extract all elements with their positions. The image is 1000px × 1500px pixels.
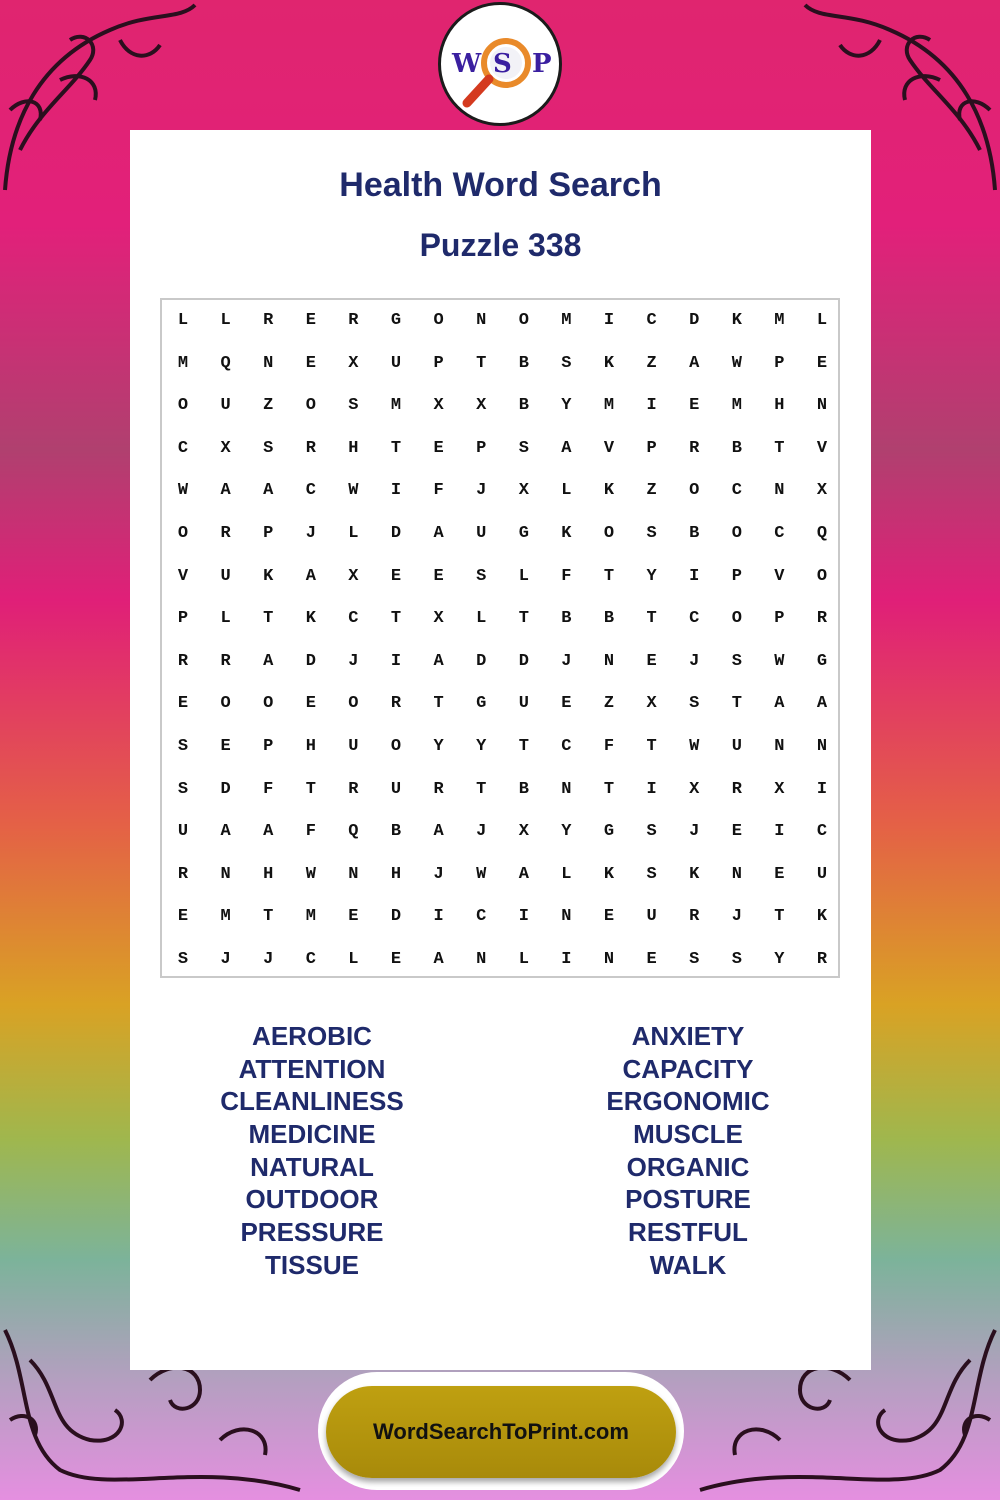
grid-letter[interactable]: E bbox=[177, 907, 189, 927]
grid-letter[interactable]: A bbox=[561, 438, 572, 458]
grid-letter[interactable]: I bbox=[646, 779, 657, 799]
grid-letter[interactable]: T bbox=[646, 737, 657, 756]
grid-letter[interactable]: N bbox=[603, 950, 615, 969]
grid-letter[interactable]: D bbox=[305, 651, 316, 671]
grid-letter[interactable]: A bbox=[433, 524, 444, 543]
grid-letter[interactable]: E bbox=[433, 438, 444, 458]
grid-letter[interactable]: X bbox=[220, 438, 231, 458]
grid-letter[interactable]: N bbox=[774, 481, 785, 501]
grid-letter[interactable]: W bbox=[731, 353, 742, 373]
word-list-item: MEDICINE bbox=[248, 1119, 376, 1150]
grid-letter[interactable]: X bbox=[433, 609, 444, 629]
grid-letter[interactable]: O bbox=[220, 694, 231, 714]
grid-letter[interactable]: W bbox=[348, 481, 359, 501]
grid-letter[interactable]: U bbox=[177, 822, 189, 842]
grid-letter[interactable]: E bbox=[220, 737, 231, 756]
grid-letter[interactable]: P bbox=[774, 609, 785, 629]
grid-letter[interactable]: R bbox=[816, 609, 828, 629]
grid-letter[interactable]: R bbox=[433, 779, 444, 799]
grid-letter[interactable]: X bbox=[348, 566, 359, 586]
grid-letter[interactable]: M bbox=[603, 396, 615, 416]
grid-letter[interactable]: P bbox=[433, 353, 444, 373]
grid-letter[interactable]: Q bbox=[220, 353, 231, 373]
grid-letter[interactable]: L bbox=[348, 950, 359, 969]
grid-letter[interactable]: Z bbox=[263, 396, 274, 416]
page-title: Health Word Search bbox=[339, 166, 662, 204]
grid-letter[interactable]: W bbox=[689, 737, 700, 756]
grid-letter[interactable]: N bbox=[603, 651, 615, 671]
grid-letter[interactable]: E bbox=[646, 950, 657, 969]
grid-letter[interactable]: P bbox=[263, 524, 274, 543]
grid-letter[interactable]: S bbox=[689, 694, 700, 714]
grid-letter[interactable]: T bbox=[518, 609, 529, 629]
grid-letter[interactable]: N bbox=[561, 907, 572, 927]
grid-letter[interactable]: Y bbox=[433, 737, 444, 756]
grid-letter[interactable]: S bbox=[177, 737, 189, 756]
grid-letter[interactable]: U bbox=[646, 907, 657, 927]
grid-letter[interactable]: T bbox=[731, 694, 742, 714]
grid-letter[interactable]: G bbox=[816, 651, 828, 671]
grid-letter[interactable]: X bbox=[816, 481, 828, 501]
grid-letter[interactable]: D bbox=[689, 311, 700, 330]
grid-letter[interactable]: T bbox=[390, 609, 402, 629]
grid-letter[interactable]: S bbox=[263, 438, 274, 458]
grid-letter[interactable]: L bbox=[177, 311, 189, 330]
grid-letter[interactable]: R bbox=[177, 864, 189, 884]
grid-letter[interactable]: N bbox=[816, 737, 828, 756]
word-list-item: CAPACITY bbox=[622, 1053, 754, 1084]
grid-letter[interactable]: P bbox=[646, 438, 657, 458]
grid-letter[interactable]: C bbox=[305, 481, 316, 501]
word-list-item: AEROBIC bbox=[252, 1021, 372, 1051]
grid-letter[interactable]: T bbox=[476, 353, 487, 373]
grid-letter[interactable]: X bbox=[518, 822, 529, 842]
grid-letter[interactable]: Y bbox=[561, 396, 572, 416]
grid-letter[interactable]: R bbox=[689, 907, 700, 927]
puzzle-number: Puzzle 338 bbox=[419, 227, 582, 263]
grid-letter[interactable]: R bbox=[348, 311, 359, 330]
grid-letter[interactable]: L bbox=[561, 481, 572, 501]
grid-letter[interactable]: A bbox=[816, 694, 828, 714]
grid-letter[interactable]: D bbox=[518, 651, 529, 671]
grid-letter[interactable]: E bbox=[561, 694, 572, 714]
grid-letter[interactable]: A bbox=[433, 950, 444, 969]
grid-letter[interactable]: N bbox=[774, 737, 785, 756]
grid-letter[interactable]: O bbox=[518, 311, 529, 330]
grid-letter[interactable]: S bbox=[646, 822, 657, 842]
grid-letter[interactable]: T bbox=[774, 907, 785, 927]
grid-letter[interactable]: M bbox=[305, 907, 316, 927]
grid-letter[interactable]: H bbox=[348, 438, 359, 458]
grid-letter[interactable]: E bbox=[433, 566, 444, 586]
grid-letter[interactable]: J bbox=[263, 950, 274, 969]
grid-letter[interactable]: R bbox=[305, 438, 316, 458]
grid-letter[interactable]: B bbox=[518, 396, 529, 416]
grid-letter[interactable]: J bbox=[305, 524, 316, 543]
grid-letter[interactable]: J bbox=[220, 950, 231, 969]
grid-letter[interactable]: E bbox=[816, 353, 828, 373]
grid-letter[interactable]: I bbox=[518, 907, 529, 927]
grid-letter[interactable]: B bbox=[561, 609, 572, 629]
grid-letter[interactable]: Z bbox=[646, 481, 657, 501]
grid-letter[interactable]: I bbox=[561, 950, 572, 969]
grid-letter[interactable]: G bbox=[603, 822, 615, 842]
word-list-item: NATURAL bbox=[250, 1151, 374, 1182]
grid-letter[interactable]: E bbox=[348, 907, 359, 927]
grid-letter[interactable]: X bbox=[646, 694, 657, 714]
logo-letter-s: S bbox=[493, 49, 512, 79]
grid-letter[interactable]: F bbox=[305, 822, 316, 842]
grid-letter[interactable]: Y bbox=[646, 566, 657, 586]
grid-letter[interactable]: N bbox=[476, 311, 487, 330]
grid-letter[interactable]: O bbox=[603, 524, 615, 543]
grid-letter[interactable]: S bbox=[561, 353, 572, 373]
grid-letter[interactable]: X bbox=[518, 481, 529, 501]
grid-letter[interactable]: O bbox=[731, 524, 742, 543]
grid-letter[interactable]: P bbox=[731, 566, 742, 586]
grid-letter[interactable]: J bbox=[689, 651, 700, 671]
grid-letter[interactable]: M bbox=[220, 907, 231, 927]
wsp-logo bbox=[438, 2, 562, 126]
grid-letter[interactable]: K bbox=[603, 353, 615, 373]
grid-letter[interactable]: I bbox=[689, 566, 700, 586]
grid-letter[interactable]: V bbox=[774, 566, 785, 586]
grid-letter[interactable]: V bbox=[603, 438, 615, 458]
word-list-item: PRESSURE bbox=[240, 1217, 384, 1248]
grid-letter[interactable]: U bbox=[390, 779, 402, 799]
grid-letter[interactable]: I bbox=[433, 907, 444, 927]
grid-letter[interactable]: T bbox=[646, 609, 657, 629]
grid-letter[interactable]: U bbox=[518, 694, 529, 714]
grid-letter[interactable]: O bbox=[731, 609, 742, 629]
grid-letter[interactable]: H bbox=[774, 396, 785, 416]
grid-letter[interactable]: T bbox=[263, 609, 274, 629]
word-list-item: ATTENTION bbox=[238, 1053, 386, 1084]
grid-letter[interactable]: E bbox=[305, 353, 316, 373]
grid-letter[interactable]: E bbox=[689, 396, 700, 416]
grid-letter[interactable]: C bbox=[348, 609, 359, 629]
grid-letter[interactable]: P bbox=[263, 737, 274, 756]
grid-letter[interactable]: R bbox=[689, 438, 700, 458]
grid-letter[interactable]: U bbox=[348, 737, 359, 756]
grid-letter[interactable]: R bbox=[816, 950, 828, 969]
word-list-item: POSTURE bbox=[625, 1184, 751, 1215]
grid-letter[interactable]: S bbox=[518, 438, 529, 458]
grid-letter[interactable]: J bbox=[689, 822, 700, 842]
grid-letter[interactable]: E bbox=[305, 694, 316, 714]
grid-letter[interactable]: U bbox=[390, 353, 402, 373]
grid-letter[interactable]: H bbox=[263, 864, 274, 884]
grid-letter[interactable]: E bbox=[390, 950, 402, 969]
grid-letter[interactable]: U bbox=[816, 864, 828, 884]
grid-letter[interactable]: M bbox=[561, 311, 572, 330]
grid-letter[interactable]: Z bbox=[646, 353, 657, 373]
grid-letter[interactable]: B bbox=[390, 822, 402, 842]
grid-letter[interactable]: O bbox=[305, 396, 316, 416]
grid-letter[interactable]: O bbox=[816, 566, 828, 586]
grid-letter[interactable]: L bbox=[220, 311, 231, 330]
grid-letter[interactable]: O bbox=[263, 694, 274, 714]
grid-letter[interactable]: L bbox=[220, 609, 231, 629]
grid-letter[interactable]: S bbox=[646, 524, 657, 543]
grid-letter[interactable]: K bbox=[689, 864, 700, 884]
grid-letter[interactable]: L bbox=[348, 524, 359, 543]
grid-letter[interactable]: T bbox=[476, 779, 487, 799]
grid-letter[interactable]: M bbox=[774, 311, 785, 330]
grid-letter[interactable]: H bbox=[305, 737, 316, 756]
grid-letter[interactable]: O bbox=[689, 481, 700, 501]
grid-letter[interactable]: K bbox=[263, 566, 274, 586]
grid-letter[interactable]: O bbox=[177, 524, 189, 543]
grid-letter[interactable]: B bbox=[731, 438, 742, 458]
grid-letter[interactable]: N bbox=[816, 396, 828, 416]
grid-letter[interactable]: J bbox=[433, 864, 444, 884]
grid-letter[interactable]: G bbox=[476, 694, 487, 714]
grid-letter[interactable]: S bbox=[177, 779, 189, 799]
grid-letter[interactable]: T bbox=[263, 907, 274, 927]
grid-letter[interactable]: T bbox=[603, 566, 615, 586]
grid-letter[interactable]: M bbox=[177, 353, 189, 373]
grid-letter[interactable]: H bbox=[390, 864, 402, 884]
grid-letter[interactable]: Q bbox=[816, 524, 828, 543]
grid-letter[interactable]: S bbox=[731, 950, 742, 969]
grid-letter[interactable]: N bbox=[476, 950, 487, 969]
grid-letter[interactable]: A bbox=[774, 694, 785, 714]
grid-letter[interactable]: K bbox=[603, 864, 615, 884]
grid-letter[interactable]: B bbox=[518, 353, 529, 373]
logo-letter-p: P bbox=[532, 49, 552, 79]
grid-letter[interactable]: X bbox=[433, 396, 444, 416]
word-list-item: MUSCLE bbox=[633, 1119, 743, 1150]
grid-letter[interactable]: A bbox=[433, 651, 444, 671]
grid-letter[interactable]: E bbox=[731, 822, 742, 842]
grid-letter[interactable]: Q bbox=[348, 822, 359, 842]
word-list-left bbox=[162, 1020, 462, 1282]
grid-letter[interactable]: U bbox=[476, 524, 487, 543]
grid-letter[interactable]: W bbox=[774, 651, 785, 671]
grid-letter[interactable]: A bbox=[220, 822, 231, 842]
grid-letter[interactable]: Y bbox=[774, 950, 785, 969]
grid-letter[interactable]: S bbox=[348, 396, 359, 416]
grid-letter[interactable]: I bbox=[774, 822, 785, 842]
grid-letter[interactable]: E bbox=[646, 651, 657, 671]
grid-letter[interactable]: L bbox=[816, 311, 828, 330]
grid-letter[interactable]: J bbox=[561, 651, 572, 671]
grid-letter[interactable]: T bbox=[390, 438, 402, 458]
grid-letter[interactable]: K bbox=[731, 311, 742, 330]
word-list-item: ORGANIC bbox=[626, 1151, 750, 1182]
grid-letter[interactable]: C bbox=[816, 822, 828, 842]
grid-letter[interactable]: F bbox=[603, 737, 615, 756]
grid-letter[interactable]: S bbox=[476, 566, 487, 586]
grid-letter[interactable]: X bbox=[348, 353, 359, 373]
grid-letter[interactable]: X bbox=[476, 396, 487, 416]
grid-letter[interactable]: E bbox=[177, 694, 189, 714]
grid-letter[interactable]: D bbox=[476, 651, 487, 671]
grid-letter[interactable]: T bbox=[433, 694, 444, 714]
grid-letter[interactable]: O bbox=[433, 311, 444, 330]
grid-letter[interactable]: U bbox=[220, 396, 231, 416]
grid-letter[interactable]: M bbox=[390, 396, 402, 416]
grid-letter[interactable]: L bbox=[518, 566, 529, 586]
word-list-item: ERGONOMIC bbox=[606, 1086, 770, 1117]
grid-letter[interactable]: J bbox=[348, 651, 359, 671]
grid-letter[interactable]: P bbox=[774, 353, 785, 373]
grid-letter[interactable]: I bbox=[390, 651, 402, 671]
grid-letter[interactable]: J bbox=[476, 481, 487, 501]
word-list-item: RESTFUL bbox=[628, 1217, 748, 1248]
grid-letter[interactable]: E bbox=[390, 566, 402, 586]
grid-letter[interactable]: B bbox=[603, 609, 615, 629]
grid-letter[interactable]: W bbox=[305, 864, 316, 884]
grid-letter[interactable]: G bbox=[518, 524, 529, 543]
grid-letter[interactable]: W bbox=[177, 481, 189, 501]
grid-letter[interactable]: T bbox=[305, 779, 316, 799]
word-list-item: OUTDOOR bbox=[245, 1184, 379, 1215]
grid-letter[interactable]: N bbox=[348, 864, 359, 884]
word-list-item: WALK bbox=[649, 1249, 727, 1280]
grid-letter[interactable]: R bbox=[390, 694, 402, 714]
grid-letter[interactable]: R bbox=[731, 779, 742, 799]
grid-letter[interactable]: Y bbox=[476, 737, 487, 756]
grid-letter[interactable]: D bbox=[390, 524, 402, 543]
word-list-item: ANXIETY bbox=[631, 1021, 745, 1051]
grid-letter[interactable]: C bbox=[646, 311, 657, 330]
grid-letter[interactable]: G bbox=[390, 311, 402, 330]
grid-letter[interactable]: S bbox=[646, 864, 657, 884]
logo-letter-w: W bbox=[452, 49, 482, 79]
grid-letter[interactable]: F bbox=[263, 779, 274, 799]
grid-letter[interactable]: C bbox=[561, 737, 572, 756]
word-list-item: CLEANLINESS bbox=[220, 1086, 404, 1117]
grid-letter[interactable]: W bbox=[476, 864, 487, 884]
grid-letter[interactable]: R bbox=[220, 651, 231, 671]
grid-letter[interactable]: A bbox=[263, 481, 274, 501]
grid-letter[interactable]: J bbox=[731, 907, 742, 927]
grid-letter[interactable]: K bbox=[561, 524, 572, 543]
word-list-item: TISSUE bbox=[265, 1249, 359, 1280]
grid-letter[interactable]: C bbox=[305, 950, 316, 969]
grid-letter[interactable]: V bbox=[177, 566, 189, 586]
grid-letter[interactable]: C bbox=[476, 907, 487, 927]
grid-letter[interactable]: C bbox=[774, 524, 785, 543]
grid-letter[interactable]: I bbox=[603, 311, 615, 330]
grid-letter[interactable]: T bbox=[774, 438, 785, 458]
grid-letter[interactable]: D bbox=[390, 907, 402, 927]
grid-letter[interactable]: K bbox=[603, 481, 615, 501]
grid-letter[interactable]: O bbox=[390, 737, 402, 756]
grid-letter[interactable]: E bbox=[603, 907, 615, 927]
grid-letter[interactable]: S bbox=[177, 950, 189, 969]
word-list-right bbox=[538, 1020, 838, 1282]
grid-letter[interactable]: P bbox=[476, 438, 487, 458]
grid-letter[interactable]: E bbox=[305, 311, 316, 330]
grid-letter[interactable]: O bbox=[177, 396, 189, 416]
grid-letter[interactable]: E bbox=[774, 864, 785, 884]
grid-letter[interactable]: B bbox=[689, 524, 700, 543]
grid-letter[interactable]: I bbox=[390, 481, 402, 501]
grid-letter[interactable]: J bbox=[476, 822, 487, 842]
grid-letter[interactable]: A bbox=[689, 353, 700, 373]
grid-letter[interactable]: N bbox=[561, 779, 572, 799]
grid-letter[interactable]: I bbox=[816, 779, 828, 799]
grid-letter[interactable]: N bbox=[731, 864, 742, 884]
grid-letter[interactable]: I bbox=[646, 396, 657, 416]
grid-letter[interactable]: A bbox=[305, 566, 316, 586]
grid-letter[interactable]: A bbox=[263, 822, 274, 842]
grid-letter[interactable]: A bbox=[518, 864, 529, 884]
grid-letter[interactable]: A bbox=[433, 822, 444, 842]
grid-letter[interactable]: R bbox=[220, 524, 231, 543]
grid-letter[interactable]: T bbox=[518, 737, 529, 756]
grid-letter[interactable]: X bbox=[774, 779, 785, 799]
grid-letter[interactable]: A bbox=[220, 481, 231, 501]
grid-letter[interactable]: Z bbox=[603, 694, 615, 714]
grid-letter[interactable]: B bbox=[518, 779, 529, 799]
grid-letter[interactable]: F bbox=[433, 481, 444, 501]
grid-letter[interactable]: C bbox=[177, 438, 189, 458]
grid-letter[interactable]: U bbox=[731, 737, 742, 756]
grid-letter[interactable]: L bbox=[518, 950, 529, 969]
grid-letter[interactable]: Y bbox=[561, 822, 572, 842]
grid-letter[interactable]: F bbox=[561, 566, 572, 586]
grid-letter[interactable]: S bbox=[731, 651, 742, 671]
grid-letter[interactable]: V bbox=[816, 438, 828, 458]
grid-letter[interactable]: A bbox=[263, 651, 274, 671]
grid-letter[interactable]: T bbox=[603, 779, 615, 799]
grid-letter[interactable]: L bbox=[476, 609, 487, 629]
grid-letter[interactable]: R bbox=[263, 311, 274, 330]
letter-grid bbox=[160, 298, 840, 978]
site-url-badge[interactable]: WordSearchToPrint.com bbox=[326, 1386, 676, 1478]
grid-letter[interactable]: N bbox=[263, 353, 274, 373]
grid-letter[interactable]: K bbox=[816, 907, 828, 927]
grid-letter[interactable]: C bbox=[689, 609, 700, 629]
grid-letter[interactable]: K bbox=[305, 609, 316, 629]
grid-letter[interactable]: C bbox=[731, 481, 742, 501]
grid-letter[interactable]: R bbox=[348, 779, 359, 799]
grid-letter[interactable]: M bbox=[731, 396, 742, 416]
grid-letter[interactable]: D bbox=[220, 779, 231, 799]
grid-letter[interactable]: N bbox=[220, 864, 231, 884]
grid-letter[interactable]: U bbox=[220, 566, 231, 586]
grid-letter[interactable]: R bbox=[177, 651, 189, 671]
grid-letter[interactable]: S bbox=[689, 950, 700, 969]
grid-letter[interactable]: L bbox=[561, 864, 572, 884]
grid-letter[interactable]: O bbox=[348, 694, 359, 714]
grid-letter[interactable]: X bbox=[689, 779, 700, 799]
grid-letter[interactable]: P bbox=[177, 609, 189, 629]
